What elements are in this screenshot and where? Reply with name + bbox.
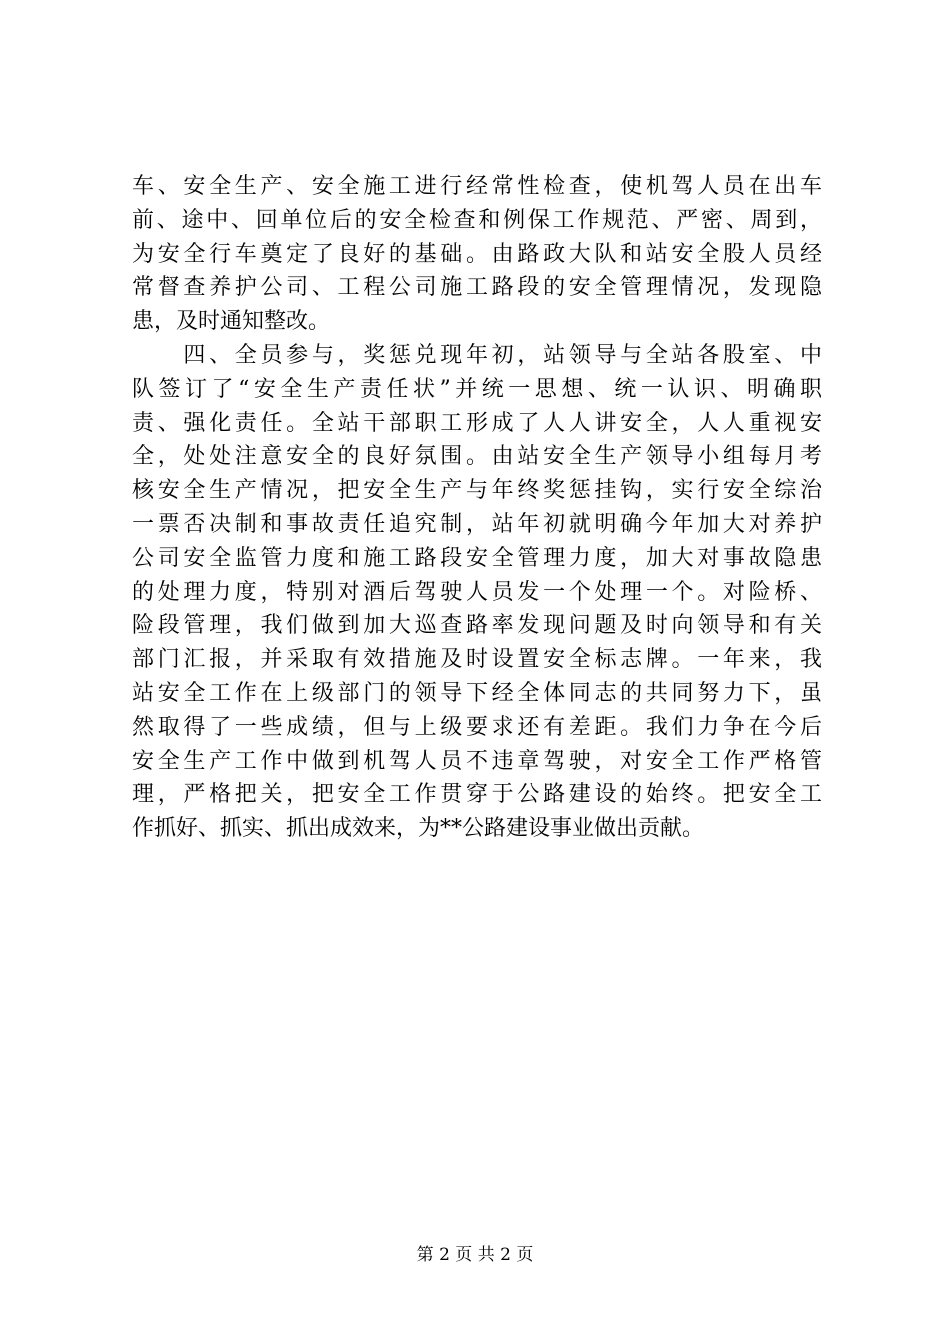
text-line-18: 安全生产工作中做到机驾人员不违章驾驶，对安全工作严格管 xyxy=(132,748,822,774)
page-number-label: 第 2 页 共 2 页 xyxy=(416,1245,534,1265)
text-line-2: 前、途中、回单位后的安全检查和例保工作规范、严密、周到， xyxy=(132,207,822,233)
text-line-3: 为安全行车奠定了良好的基础。由路政大队和站安全股人员经 xyxy=(132,241,822,267)
page-footer xyxy=(0,1244,950,1266)
text-line-8: 责、强化责任。全站干部职工形成了人人讲安全，人人重视安 xyxy=(132,410,822,436)
text-line-20: 作抓好、抓实、抓出成效来，为**公路建设事业做出贡献。 xyxy=(132,816,705,842)
text-line-13: 的处理力度，特别对酒后驾驶人员发一个处理一个。对险桥、 xyxy=(132,579,822,605)
text-line-14: 险段管理，我们做到加大巡查路率发现问题及时向领导和有关 xyxy=(132,613,822,639)
text-line-19: 理，严格把关，把安全工作贯穿于公路建设的始终。把安全工 xyxy=(132,782,822,808)
text-line-9: 全，处处注意安全的良好氛围。由站安全生产领导小组每月考 xyxy=(132,444,822,470)
text-line-16: 站安全工作在上级部门的领导下经全体同志的共同努力下，虽 xyxy=(132,680,822,706)
text-line-5: 患，及时通知整改。 xyxy=(132,309,331,335)
text-line-12: 公司安全监管力度和施工路段安全管理力度，加大对事故隐患 xyxy=(132,545,822,571)
text-line-17: 然取得了一些成绩，但与上级要求还有差距。我们力争在今后 xyxy=(132,714,822,740)
text-line-1: 车、安全生产、安全施工进行经常性检查，使机驾人员在出车 xyxy=(132,174,822,199)
text-line-15: 部门汇报，并采取有效措施及时设置安全标志牌。一年来，我 xyxy=(132,647,822,673)
text-line-7: 队签订了“安全生产责任状”并统一思想、统一认识、明确职 xyxy=(132,376,822,402)
text-line-10: 核安全生产情况，把安全生产与年终奖惩挂钩，实行安全综治 xyxy=(132,478,822,504)
text-line-4: 常督查养护公司、工程公司施工路段的安全管理情况，发现隐 xyxy=(132,275,822,301)
text-line-6: 四、全员参与，奖惩兑现年初，站领导与全站各股室、中 xyxy=(132,342,822,368)
text-line-11: 一票否决制和事故责任追究制，站年初就明确今年加大对养护 xyxy=(132,511,822,537)
body-text xyxy=(132,170,822,846)
